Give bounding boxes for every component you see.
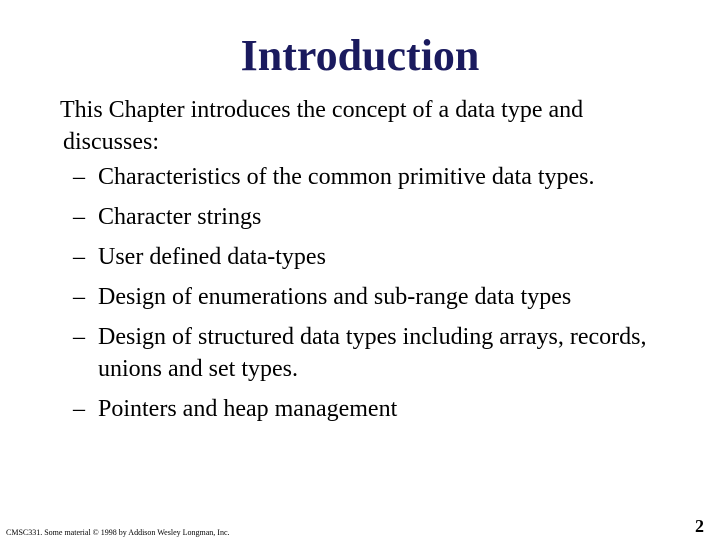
- slide-title: Introduction: [240, 31, 480, 80]
- intro-text: This Chapter introduces the concept of a data type and discusses:: [60, 97, 584, 155]
- bullet-item: [73, 201, 663, 233]
- bullet-text: Characteristics of the common primitive data types.: [98, 164, 595, 190]
- copyright-footer: CMSC331. Some material © 1998 by Addison Wesley Longman, Inc.: [6, 528, 230, 537]
- bullet-item: [73, 393, 663, 425]
- bullet-dash: –: [73, 396, 85, 422]
- bullet-text: Design of enumerations and sub-range data types: [98, 284, 572, 310]
- bullet-text: User defined data-types: [98, 244, 326, 270]
- bullet-text: Character strings: [98, 204, 262, 230]
- bullet-text: Design of structured data types including arrays, records, unions and set types.: [98, 324, 647, 382]
- bullet-dash: –: [73, 204, 85, 230]
- bullet-dash: –: [73, 244, 85, 270]
- bullet-item: [73, 161, 663, 193]
- slide-body: [60, 94, 663, 433]
- bullet-item: [73, 281, 663, 313]
- page-number: 2: [695, 516, 704, 536]
- bullet-text: Pointers and heap management: [98, 396, 398, 422]
- bullet-dash: –: [73, 324, 85, 350]
- bullet-dash: –: [73, 284, 85, 310]
- bullet-item: [73, 321, 663, 385]
- bullet-list: [63, 161, 663, 425]
- bullet-item: [73, 241, 663, 273]
- bullet-dash: –: [73, 164, 85, 190]
